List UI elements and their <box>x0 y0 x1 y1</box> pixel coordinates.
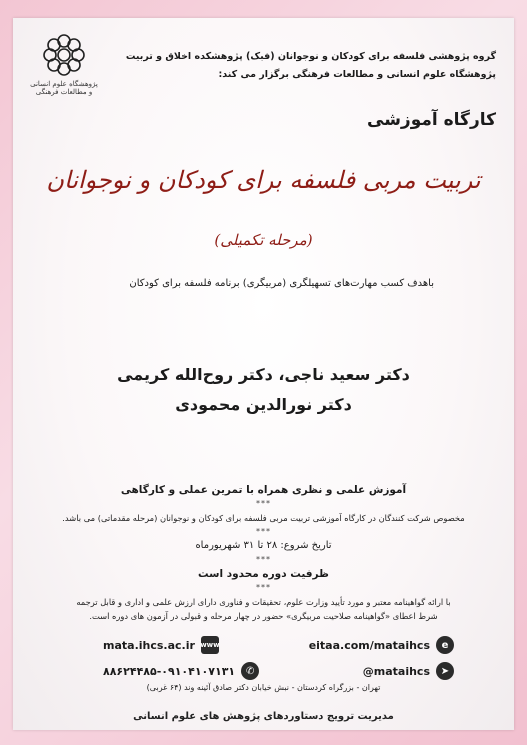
teachers-line-1: دکتر سعید ناجی، دکتر روح‌الله کریمی <box>117 365 410 384</box>
certificate-line-2: شرط اعطای «گواهینامه صلاحیت مربیگری» حضور در چهار مرحله و قبولی در آزمون های دوره است. <box>89 611 438 621</box>
separator: *** <box>256 527 271 536</box>
logo-caption: پژوهشگاه علوم انسانی و مطالعات فرهنگی <box>30 80 98 96</box>
telegram-contact[interactable] <box>363 662 454 680</box>
separator: *** <box>256 555 271 564</box>
capacity-note: ظرفیت دوره محدود است <box>198 568 329 580</box>
phone-contact[interactable] <box>103 662 259 680</box>
organizer-header <box>106 48 496 84</box>
eitaa-link[interactable]: eitaa.com/mataihcs <box>308 638 430 652</box>
start-date: تاریخ شروع: ۲۸ تا ۳۱ شهریورماه <box>195 540 332 551</box>
www-icon: www <box>201 636 219 654</box>
workshop-label: کارگاه آموزشی <box>367 110 496 130</box>
eitaa-icon: e <box>436 636 454 654</box>
teachers <box>13 360 514 420</box>
website-contact[interactable] <box>103 636 219 654</box>
teachers-line-2: دکتر نورالدین محمودی <box>175 395 352 414</box>
training-type: آموزش علمی و نظری همراه با تمرین عملی و کارگاهی <box>120 484 407 496</box>
workshop-info <box>23 483 504 623</box>
phone-icon: ✆ <box>241 662 259 680</box>
address-line: تهران - بزرگراه کردستان - نبش خیابان دکتر صادق آئینه وند (۶۴ غربی) <box>146 683 381 692</box>
institute-logo <box>29 32 99 128</box>
certificate-line-1: با ارائه گواهینامه معتبر و مورد تأیید وزارت علوم، تحقیقات و فناوری دارای ارزش علمی و اداری و قابل ترجمه <box>76 597 451 607</box>
footer-organizer: مدیریت ترویج دستاوردهای پژوهش های علوم انسانی <box>133 711 394 722</box>
audience-note: مخصوص شرکت کنندگان در کارگاه آموزشی تربیت مربی فلسفه برای کودکان و نوجوانان (مرحله مقدماتی) می باشد. <box>62 513 465 523</box>
contacts <box>13 636 514 706</box>
eitaa-contact[interactable] <box>309 636 454 654</box>
address <box>13 682 514 694</box>
phone-numbers[interactable]: ۸۸۶۲۴۴۸۵-۰۹۱۰۴۱۰۷۱۳۱ <box>103 664 236 678</box>
telegram-icon: ➤ <box>436 662 454 680</box>
poster-card <box>13 18 514 730</box>
separator: *** <box>256 499 271 508</box>
header-line-1: گروه پژوهشی فلسفه برای کودکان و نوجوانان (فبک) پژوهشکده اخلاق و تربیت <box>125 51 496 62</box>
separator: *** <box>256 583 271 592</box>
workshop-title: تربیت مربی فلسفه برای کودکان و نوجوانان <box>46 166 481 194</box>
header-line-2: پژوهشگاه علوم انسانی و مطالعات فرهنگی برگزار می کند: <box>218 69 496 80</box>
telegram-handle[interactable]: @mataihcs <box>362 664 430 678</box>
workshop-subtitle: (مرحله تکمیلی) <box>214 231 313 249</box>
website-link[interactable]: mata.ihcs.ac.ir <box>103 638 195 652</box>
logo-emblem-icon <box>41 32 87 78</box>
workshop-goal: باهدف کسب مهارت‌های تسهیلگری (مربیگری) برنامه فلسفه برای کودکان <box>129 278 434 289</box>
